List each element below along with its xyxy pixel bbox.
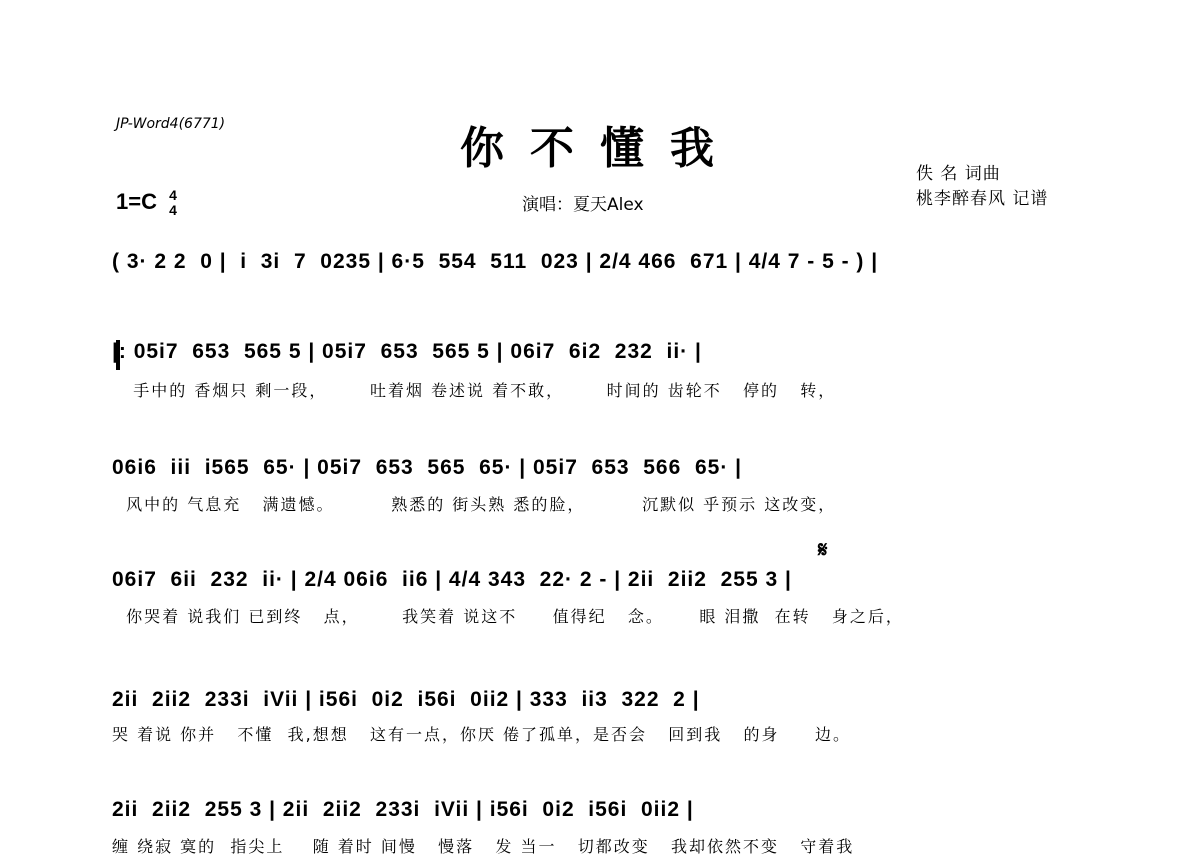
staff-row-1-notes: ( 3· 2 2 0 | i 3i 7 0235 | 6·5 554 511 023 | 2/4 466 671 | 4/4 7 - 5 - ) | [112, 250, 879, 273]
staff-row-6-notes: 2ii 2ii2 255 3 | 2ii 2ii2 233i iVii | i56i 0i2 i56i 0ii2 | [112, 798, 694, 821]
staff-row-3-lyrics: 风中的 气息充 满遗憾。 熟悉的 街头熟 悉的脸， 沉默似 乎预示 这改变， [112, 495, 837, 514]
transcriber-credit: 桃李醉春风 记谱 [916, 189, 1049, 209]
singer-credit: 演唱：夏天Alex [522, 195, 644, 215]
staff-row-4-lyrics: 你哭着 说我们 已到终 点， 我笑着 说这不 值得纪 念。 眼 泪撒 在转 身之后， [112, 607, 904, 626]
staff-row-2-lyrics: 手中的 香烟只 剩一段， 吐着烟 卷述说 着不敢， 时间的 齿轮不 停的 转， [112, 381, 837, 400]
segno-sign: 𝄋 [818, 538, 828, 563]
lyricist-composer-credit: 佚 名 词曲 [916, 164, 1001, 184]
staff-row-3-notes: 06i6 iii i565 65· | 05i7 653 565 65· | 05i7 653 566 65· | [112, 456, 743, 479]
song-title: 你不懂我 [460, 123, 740, 174]
staff-row-4-notes: 06i7 6ii 232 ii· | 2/4 06i6 ii6 | 4/4 343 22· 2 - | 2ii 2ii2 255 3 | [112, 568, 792, 591]
time-signature [169, 188, 177, 218]
key-label: 1=C [116, 188, 157, 214]
software-watermark: JP-Word4(6771) [116, 116, 226, 132]
staff-row-6-lyrics: 缠 绕寂 寞的 指尖上 随 着时 间慢 慢落 发 当一 切都改变 我却依然不变 守着我 [112, 837, 855, 856]
staff-row-5-notes: 2ii 2ii2 233i iVii | i56i 0i2 i56i 0ii2 | 333 ii3 322 2 | [112, 688, 700, 711]
key-signature [116, 188, 177, 218]
staff-row-5-lyrics: 哭 着说 你并 不懂 我,想想 这有一点，你厌 倦了孤单，是否会 回到我 的身 边。 [112, 725, 851, 744]
staff-row-2-notes: |: 05i7 653 565 5 | 05i7 653 565 5 | 06i7 6i2 232 ii· | [112, 340, 702, 363]
credits-block [916, 162, 1048, 212]
time-signature-bottom: 4 [169, 202, 177, 218]
time-signature-top: 4 [169, 187, 177, 203]
